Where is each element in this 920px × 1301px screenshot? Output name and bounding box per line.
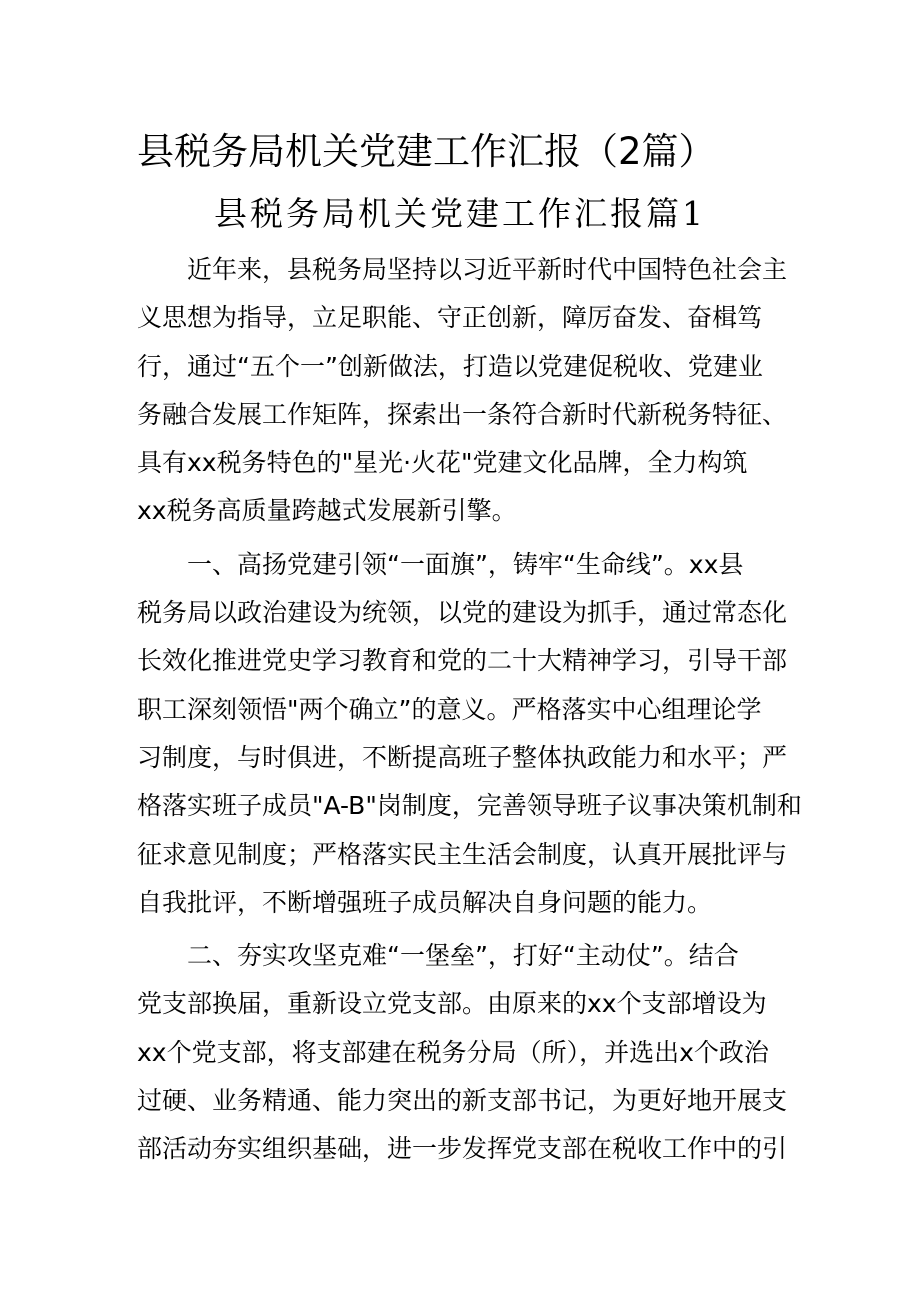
text-line: 自我批评，不断增强班子成员解决自身问题的能力。 bbox=[137, 887, 713, 917]
text-line: 务融合发展工作矩阵，探索出一条符合新时代新税务特征、 bbox=[137, 399, 788, 429]
text-line: 职工深刻领悟"两个确立”的意义。严格落实中心组理论学 bbox=[137, 694, 762, 724]
document-title: 县税务局机关党建工作汇报（2篇） bbox=[137, 130, 716, 173]
text-line: 一、高扬党建引领“一面旗”，铸牢“生命线”。xx县 bbox=[137, 549, 744, 579]
text-line: xx个党支部，将支部建在税务分局（所），并选出x个政治 bbox=[137, 1037, 769, 1067]
text-line: 部活动夯实组织基础，进一步发挥党支部在税收工作中的引 bbox=[137, 1134, 788, 1164]
text-line: 义思想为指导，立足职能、守正创新，障厉奋发、奋楫笃 bbox=[137, 303, 763, 333]
paragraph-section-2 bbox=[137, 932, 787, 1173]
text-line: 近年来，县税务局坚持以习近平新时代中国特色社会主 bbox=[137, 255, 788, 284]
text-line: 长效化推进党史学习教育和党的二十大精神学习，引导干部 bbox=[137, 646, 788, 676]
paragraph-section-1 bbox=[137, 541, 802, 927]
paragraph-intro bbox=[137, 246, 787, 536]
text-line: 格落实班子成员"A-B"岗制度，完善领导班子议事决策机制和 bbox=[137, 791, 802, 821]
text-line: 行，通过“五个一”创新做法，打造以党建促税收、党建业 bbox=[137, 351, 763, 381]
text-line: 党支部换届，重新设立党支部。由原来的xx个支部增设为 bbox=[137, 989, 767, 1019]
text-line: 具有xx税务特色的"星光·火花"党建文化品牌，全力构筑 bbox=[137, 448, 748, 478]
text-line: xx税务高质量跨越式发展新引擎。 bbox=[137, 496, 517, 526]
text-line: 税务局以政治建设为统领，以党的建设为抓手，通过常态化 bbox=[137, 598, 788, 628]
document-body bbox=[137, 246, 802, 1174]
section-title: 县税务局机关党建工作汇报篇1 bbox=[214, 194, 706, 233]
text-line: 习制度，与时俱进，不断提高班子整体执政能力和水平；严 bbox=[137, 742, 788, 772]
text-line: 二、夯实攻坚克难“一堡垒”，打好“主动仗”。结合 bbox=[137, 941, 739, 971]
text-line: 征求意见制度；严格落实民主生活会制度，认真开展批评与 bbox=[137, 839, 788, 869]
text-line: 过硬、业务精通、能力突出的新支部书记，为更好地开展支 bbox=[137, 1086, 788, 1116]
